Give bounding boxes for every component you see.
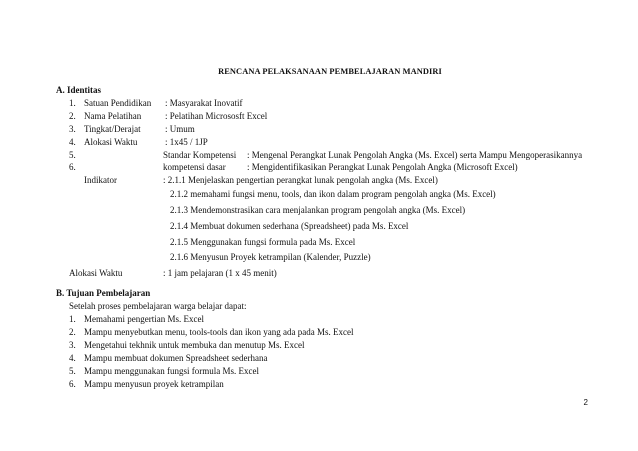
identitas-row-value: : Pelatihan Micrososft Excel [165,111,268,121]
alokasi-waktu-value: : 1 jam pelajaran (1 x 45 menit) [163,268,277,278]
identitas-row-number: 4. [69,137,76,147]
indikator-label: Indikator [84,175,117,185]
tujuan-item-number: 6. [69,379,76,389]
indikator-item: 2.1.3 Mendemonstrasikan cara menjalankan program pengolah angka (Ms. Excel) [170,205,466,215]
tujuan-item-number: 1. [69,314,76,324]
alokasi-waktu-label: Alokasi Waktu [69,268,123,278]
tujuan-intro: Setelah proses pembelajaran warga belajar dapat: [69,301,247,311]
standar-kompetensi-value: : Mengenal Perangkat Lunak Pengolah Angka (Ms. Excel) serta Mampu Mengoperasikannya [247,150,583,160]
identitas-row-label: Nama Pelatihan [84,111,142,121]
tujuan-item: Mampu menyebutkan menu, tools-tools dan ikon yang ada pada Ms. Excel [84,327,354,337]
identitas-row-number: 5. [69,150,76,160]
identitas-row-number: 6. [69,162,76,172]
tujuan-item: Mampu menggunakan fungsi formula Ms. Excel [84,366,259,376]
indikator-item: : 2.1.1 Menjelaskan pengertian perangkat lunak pengolah angka (Ms. Excel) [163,175,438,185]
identitas-row-number: 2. [69,111,76,121]
identitas-row-number: 3. [69,124,76,134]
standar-kompetensi-label: Standar Kompetensi [163,150,237,160]
tujuan-item-number: 4. [69,353,76,363]
tujuan-item: Mengetahui tekhnik untuk membuka dan menutup Ms. Excel [84,340,305,350]
page-number: 2 [583,398,588,407]
identitas-row-label: Alokasi Waktu [84,137,138,147]
tujuan-item: Mampu membuat dokumen Spreadsheet sederhana [84,353,268,363]
tujuan-item-number: 5. [69,366,76,376]
identitas-row-value: : 1x45 / 1JP [165,137,208,147]
indikator-item: 2.1.5 Menggunakan fungsi formula pada Ms. Excel [170,237,356,247]
identitas-row-value: : Masyarakat Inovatif [165,98,243,108]
indikator-item: 2.1.2 memahami fungsi menu, tools, dan ikon dalam program pengolah angka (Ms. Excel) [170,189,496,199]
tujuan-item-number: 3. [69,340,76,350]
document-title: RENCANA PELAKSANAAN PEMBELAJARAN MANDIRI [218,67,442,76]
identitas-row-number: 1. [69,98,76,108]
kompetensi-dasar-label: kompetensi dasar [163,162,226,172]
identitas-row-label: Tingkat/Derajat [84,124,141,134]
identitas-row-label: Satuan Pendidikan [84,98,152,108]
tujuan-item: Memahami pengertian Ms. Excel [84,314,204,324]
tujuan-item: Mampu menyusun proyek ketrampilan [84,379,224,389]
section-a-heading: A. Identitas [56,85,102,95]
identitas-row-value: : Umum [165,124,195,134]
indikator-item: 2.1.4 Membuat dokumen sederhana (Spreadsheet) pada Ms. Excel [170,221,409,231]
indikator-item: 2.1.6 Menyusun Proyek ketrampilan (Kalender, Puzzle) [170,252,371,262]
section-b-heading: B. Tujuan Pembelajaran [56,288,151,298]
kompetensi-dasar-value: : Mengidentifikasikan Perangkat Lunak Pengolah Angka (Microsoft Excel) [247,162,518,172]
tujuan-item-number: 2. [69,327,76,337]
